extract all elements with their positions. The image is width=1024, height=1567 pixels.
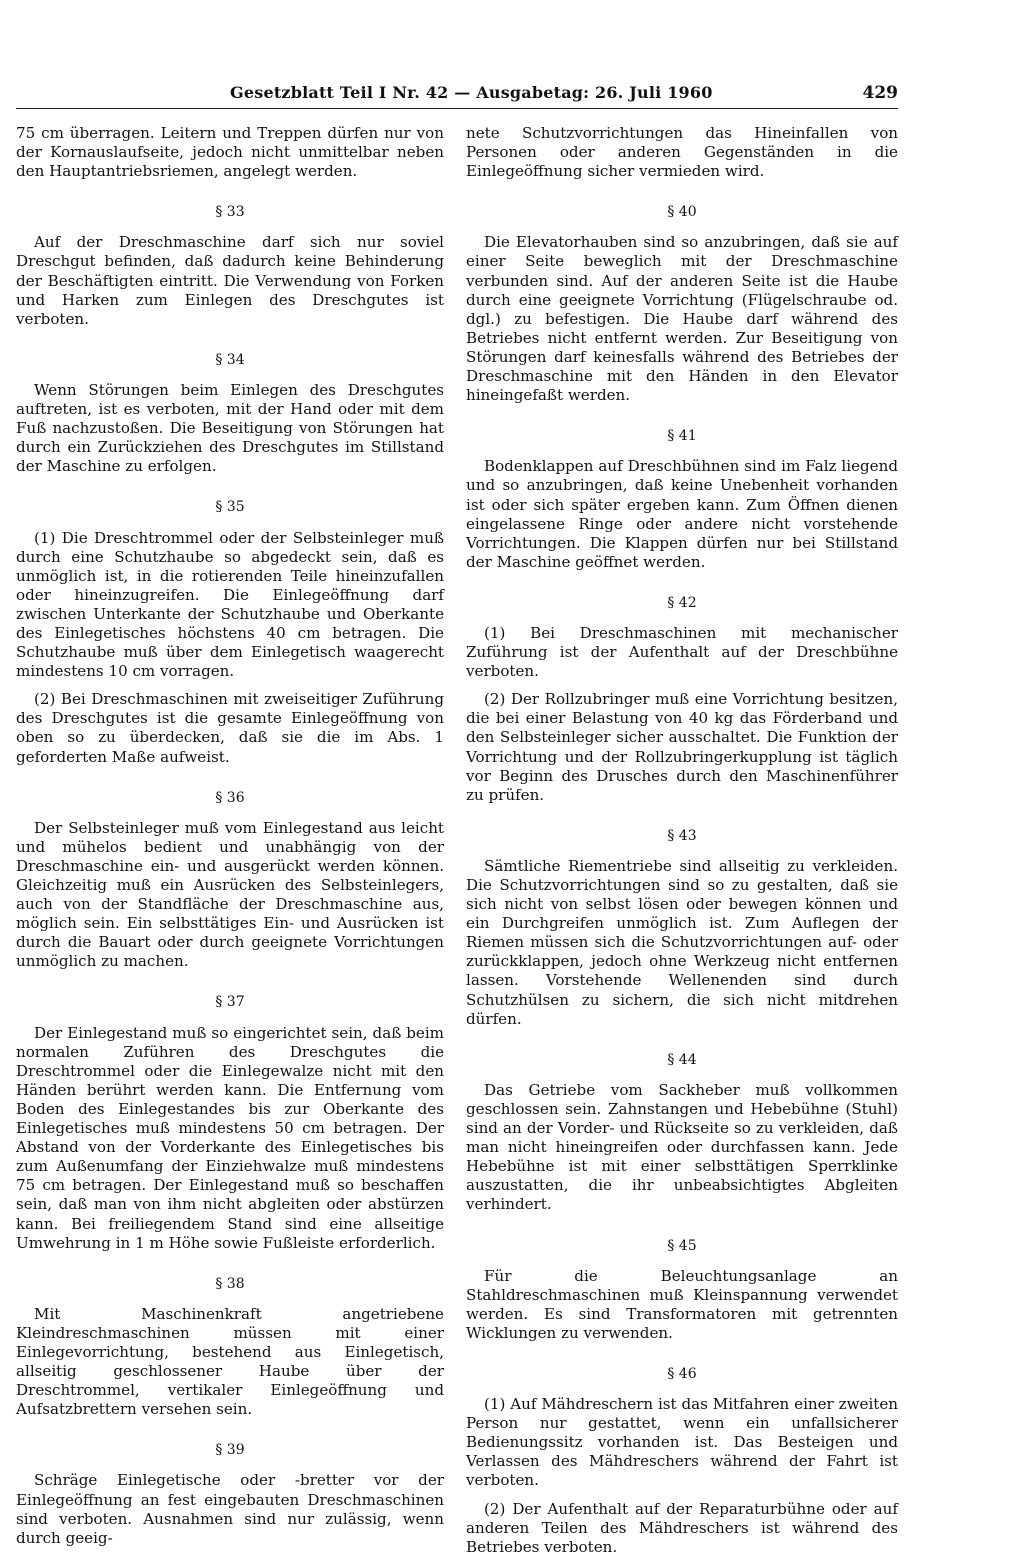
paragraph: (2) Der Rollzubringer muß eine Vorrichtung besitzen, die bei einer Belastung von 40 kg das Förderband und den Selbsteinleger sicher ausschaltet. Die Funktion der Vorrichtung und der Rollzubringerkupplung ist täglich vor Beginn des Drusches durch den Maschinenführer zu prüfen. (466, 690, 898, 804)
section (16, 993, 444, 1252)
paragraph: (2) Der Aufenthalt auf der Reparaturbühne oder auf anderen Teilen des Mähdreschers ist während des Betriebes verboten. (466, 1499, 898, 1556)
section (16, 1441, 444, 1547)
section-heading: § 33 (215, 204, 245, 221)
section (16, 498, 444, 766)
right-column (466, 124, 898, 1567)
paragraph: (1) Die Dreschtrommel oder der Selbsteinleger muß durch eine Schutzhaube so abgedeckt sein, daß es unmöglich ist, in die rotierenden Teile hineinzufallen oder hineinzugreifen. Die Einlegeöffnung darf zwischen Unterkante der Schutzhaube und Oberkante des Einlegetisches höchstens 40 cm betragen. Die Schutzhaube muß über dem Einlegetisch waagerecht mindestens 10 cm vorragen. (16, 528, 444, 681)
section (16, 203, 444, 329)
section-heading: § 42 (667, 594, 697, 611)
paragraph: Das Getriebe vom Sackheber muß vollkommen geschlossen sein. Zahnstangen und Hebebühne (Stuhl) sind an der Vorder- und Rückseite so zu verkleiden, daß man nicht hineingreifen oder durchfassen kann. Jede Hebebühne ist mit einer selbsttätigen Sperrklinke auszustatten, die ihr unbeabsichtigtes Abgleiten verhindert. (466, 1080, 898, 1214)
left-sections (16, 203, 444, 1548)
section (466, 203, 898, 405)
page-number: 429 (862, 83, 898, 103)
paragraph: Der Selbsteinleger muß vom Einlegestand aus leicht und mühelos bedient und unabhängig von der Dreschmaschine ein- und ausgerückt werden können. Gleichzeitig muß ein Ausrücken des Selbsteinlegers, auch von der Standfläche der Dreschmaschine aus, möglich sein. Ein selbsttätiges Ein- und Ausrücken ist durch die Bauart oder durch geeignete Vorrichtungen unmöglich zu machen. (16, 818, 444, 971)
section (466, 427, 898, 572)
paragraph: Schräge Einlegetische oder -bretter vor der Einlegeöffnung an fest eingebauten Dreschmaschinen sind verboten. Ausnahmen sind nur zulässig, wenn durch geeig- (16, 1471, 444, 1547)
section-heading: § 45 (667, 1237, 697, 1254)
paragraph: Die Elevatorhauben sind so anzubringen, daß sie auf einer Seite beweglich mit der Dreschmaschine verbunden sind. Auf der anderen Seite ist die Haube durch eine geeignete Vorrichtung (Flügelschraube od. dgl.) zu befestigen. Die Haube darf während des Betriebes nicht entfernt werden. Zur Beseitigung von Störungen darf keinesfalls während des Betriebes der Dreschmaschine mit den Händen in den Elevator hineingefaßt werden. (466, 233, 898, 405)
section (16, 789, 444, 972)
paragraph-continuation: 75 cm überragen. Leitern und Treppen dürfen nur von der Kornauslaufseite, jedoch nicht unmittelbar neben den Hauptantriebsriemen, angelegt werden. (16, 124, 444, 181)
paragraph: Sämtliche Riementriebe sind allseitig zu verkleiden. Die Schutzvorrichtungen sind so zu gestalten, daß sie sich nicht von selbst lösen oder bewegen können und ein Durchgreifen unmöglich ist. Zum Auflegen der Riemen müssen sich die Schutzvorrichtungen auf- oder zurückklappen, jedoch ohne Werkzeug nicht entfernen lassen. Vorstehende Wellenenden sind durch Schutzhülsen zu sichern, die sich nicht mitdrehen dürfen. (466, 856, 898, 1028)
section (466, 1237, 898, 1343)
paragraph: Der Einlegestand muß so eingerichtet sein, daß beim normalen Zuführen des Dreschgutes die Dreschtrommel oder die Einlegewalze nicht mit den Händen berührt werden kann. Die Entfernung vom Boden des Einlegestandes bis zur Oberkante des Einlegetisches muß mindestens 50 cm betragen. Der Abstand von der Vorderkante des Einlegetisches bis zum Außenumfang der Einziehwalze muß mindestens 75 cm betragen. Der Einlegestand muß so beschaffen sein, daß man von ihm nicht abgleiten oder abstürzen kann. Bei freiliegendem Stand sind eine allseitige Umwehrung in 1 m Höhe sowie Fußleiste erforderlich. (16, 1023, 444, 1252)
paragraph: Auf der Dreschmaschine darf sich nur soviel Dreschgut befinden, daß dadurch keine Behinderung der Beschäftigten eintritt. Die Verwendung von Forken und Harken zum Einlegen des Dreschgutes ist verboten. (16, 233, 444, 328)
paragraph: Mit Maschinenkraft angetriebene Kleindreschmaschinen müssen mit einer Einlegevorrichtung, bestehend aus Einlegetisch, allseitig geschlossener Haube über der Dreschtrommel, vertikaler Einlegeöffnung und Aufsatzbrettern versehen sein. (16, 1304, 444, 1419)
left-column (16, 124, 444, 1558)
section-heading: § 46 (667, 1365, 697, 1382)
paragraph: (1) Auf Mähdreschern ist das Mitfahren einer zweiten Person nur gestattet, wenn ein unfallsicherer Bedienungssitz vorhanden ist. Das Besteigen und Verlassen des Mähdreschers während der Fahrt ist verboten. (466, 1395, 898, 1490)
section-heading: § 35 (215, 499, 245, 516)
section-heading: § 44 (667, 1051, 697, 1068)
section-heading: § 41 (667, 428, 697, 445)
paragraph-continuation: nete Schutzvorrichtungen das Hineinfallen von Personen oder anderen Gegenständen in die Einlegeöffnung sicher vermieden wird. (466, 124, 898, 181)
section (16, 1275, 444, 1420)
section (466, 594, 898, 805)
section (466, 827, 898, 1029)
section-heading: § 39 (215, 1442, 245, 1459)
section (16, 351, 444, 477)
section-heading: § 36 (215, 789, 245, 806)
header-title: Gesetzblatt Teil I Nr. 42 — Ausgabetag: 26. Juli 1960 (230, 83, 713, 102)
page-header (16, 80, 898, 109)
paragraph: Bodenklappen auf Dreschbühnen sind im Falz liegend und so anzubringen, daß keine Unebenheit vorhanden ist oder sich später ergeben kann. Zum Öffnen dienen eingelassene Ringe oder andere nicht vorstehende Vorrichtungen. Die Klappen dürfen nur bei Stillstand der Maschine geöffnet werden. (466, 457, 898, 571)
section-heading: § 34 (215, 351, 245, 368)
section-heading: § 43 (667, 827, 697, 844)
section-heading: § 37 (215, 994, 245, 1011)
paragraph: Für die Beleuchtungsanlage an Stahldreschmaschinen muß Kleinspannung verwendet werden. Es sind Transformatoren mit getrennten Wicklungen zu verwenden. (466, 1266, 898, 1342)
section-heading: § 40 (667, 204, 697, 221)
section (466, 1365, 898, 1557)
paragraph: Wenn Störungen beim Einlegen des Dreschgutes auftreten, ist es verboten, mit der Hand oder mit dem Fuß nachzustoßen. Die Beseitigung von Störungen hat durch ein Zurückziehen des Dreschgutes im Stillstand der Maschine zu erfolgen. (16, 380, 444, 476)
section-heading: § 38 (215, 1275, 245, 1292)
paragraph: (1) Bei Dreschmaschinen mit mechanischer Zuführung ist der Aufenthalt auf der Dreschbühne verboten. (466, 623, 898, 681)
paragraph: (2) Bei Dreschmaschinen mit zweiseitiger Zuführung des Dreschgutes ist die gesamte Einlegeöffnung von oben so zu überdecken, daß sie die im Abs. 1 geforderten Maße aufweist. (16, 690, 444, 766)
section (466, 1051, 898, 1215)
right-sections (466, 203, 898, 1557)
